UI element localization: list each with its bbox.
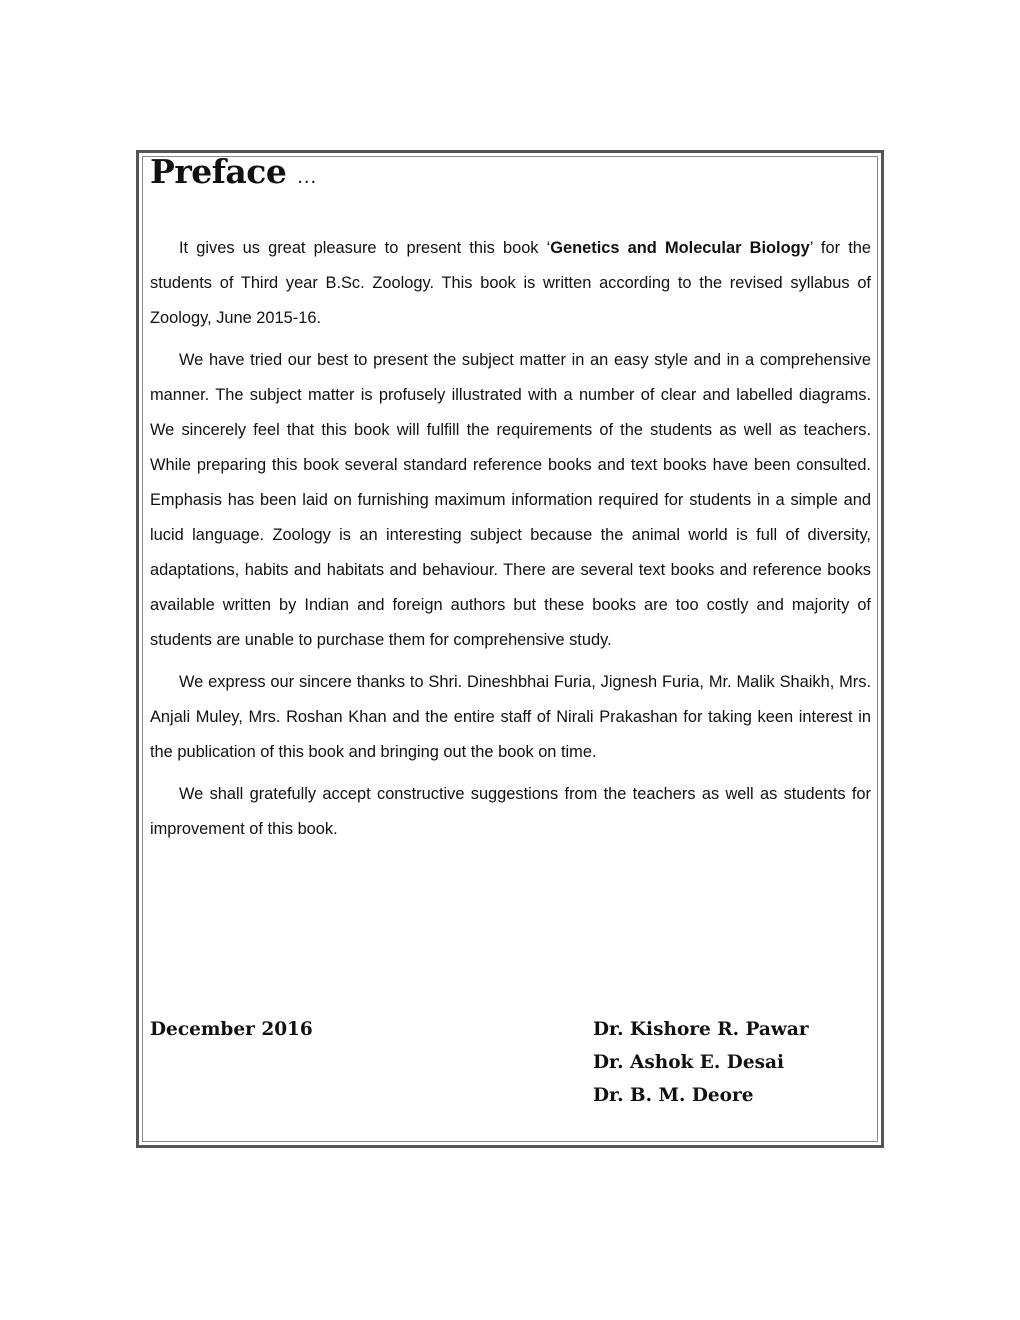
author-name: Dr. Ashok E. Desai bbox=[593, 1052, 785, 1073]
signature-authors bbox=[593, 1013, 809, 1112]
page-title bbox=[150, 152, 317, 191]
book-title: Genetics and Molecular Biology bbox=[550, 239, 810, 257]
paragraph-approach: We have tried our best to present the subject matter in an easy style and in a comprehensive manner. The subject matter is profusely illustrated with a number of clear and labelled diagrams. We sincerely feel that this book will fulfill the requirements of the students as well as teachers. While preparing this book several standard reference books and text books have been consulted. Emphasis has been laid on furnishing maximum information required for students in a simple and lucid language. Zoology is an interesting subject because the animal world is full of diversity, adaptations, habits and habitats and behaviour. There are several text books and reference books available written by Indian and foreign authors but these books are too costly and majority of students are unable to purchase them for comprehensive study. bbox=[150, 351, 871, 649]
author-name: Dr. B. M. Deore bbox=[593, 1085, 754, 1106]
paragraph-intro-rest: ’ for the students of Third year B.Sc. Zoology. This book is written according to the revised syllabus of Zoology, June 2015-16. bbox=[150, 239, 871, 327]
title-ellipsis: ... bbox=[297, 166, 318, 188]
signature-date: December 2016 bbox=[150, 1019, 313, 1040]
preface-body bbox=[150, 231, 871, 854]
paragraph-intro-lead: It gives us great pleasure to present this book ‘ bbox=[179, 239, 551, 257]
paragraph-thanks: We express our sincere thanks to Shri. Dineshbhai Furia, Jignesh Furia, Mr. Malik Shaikh, Mrs. Anjali Muley, Mrs. Roshan Khan and the entire staff of Nirali Prakashan for taking keen interest in the publication of this book and bringing out the book on time. bbox=[150, 673, 871, 761]
paragraph-suggestions: We shall gratefully accept constructive suggestions from the teachers as well as students for improvement of this book. bbox=[150, 785, 871, 838]
paragraph-intro bbox=[150, 231, 871, 336]
title-text: Preface bbox=[150, 152, 287, 191]
author-name: Dr. Kishore R. Pawar bbox=[593, 1019, 809, 1040]
